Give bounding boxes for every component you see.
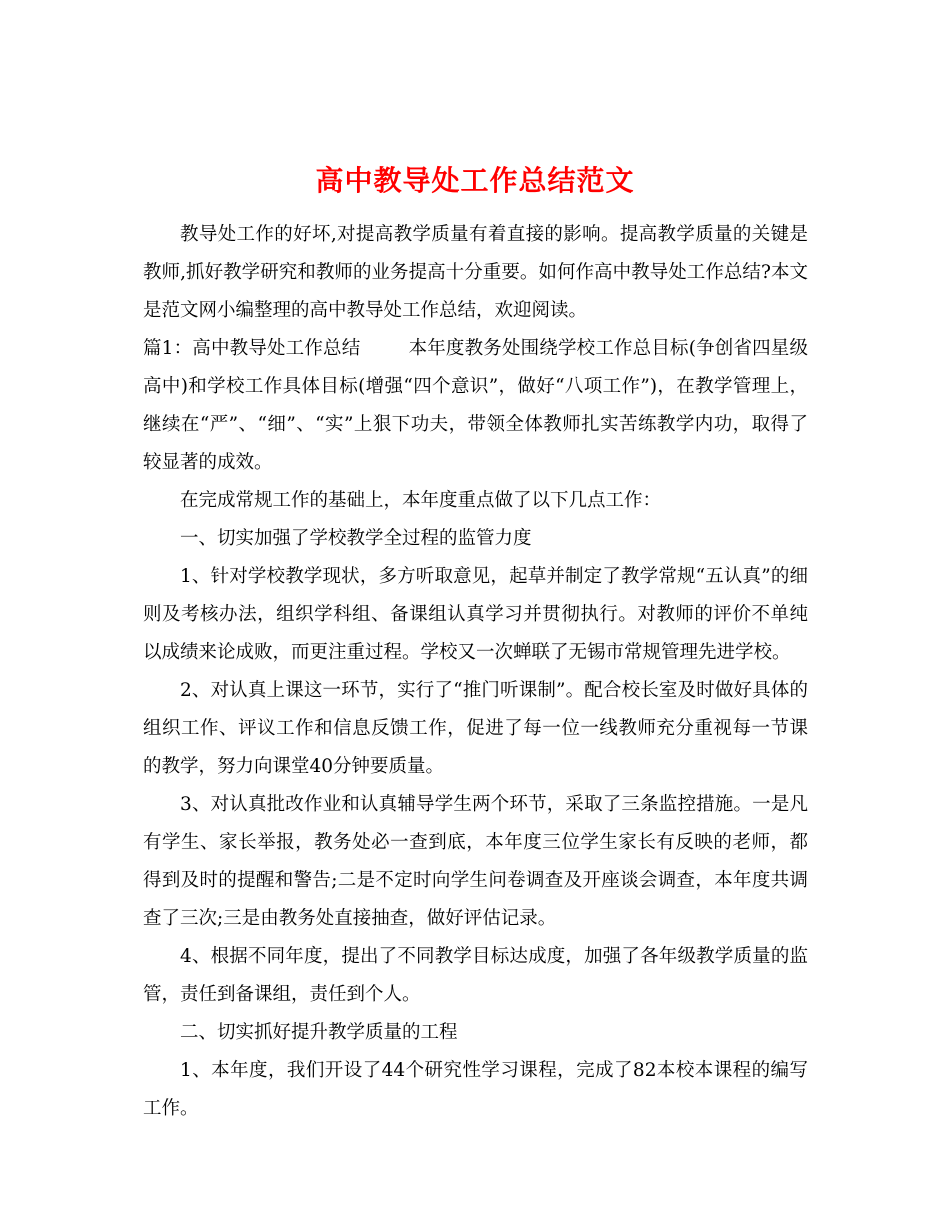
document-body [143,216,808,1128]
section-heading: 二、切实抓好提升教学质量的工程 [180,1022,458,1043]
body-paragraph: 1、针对学校教学现状，多方听取意见，起草并制定了教学常规“五认真”的细则及考核办法，组织学科组、备课组认真学习并贯彻执行。对教师的评价不单纯以成绩来论成败，而更注重过程。学校又一次蝉联了无锡市常规管理先进学校。 [143,566,808,663]
body-paragraph: 3、对认真批改作业和认真辅导学生两个环节，采取了三条监控措施。一是凡有学生、家长举报，教务处必一查到底，本年度三位学生家长有反映的老师，都得到及时的提醒和警告;二是不定时向学生问卷调查及开座谈会调查，本年度共调查了三次;三是由教务处直接抽查，做好评估记录。 [143,794,808,929]
body-paragraph: 2、对认真上课这一环节，实行了“推门听课制”。配合校长室及时做好具体的组织工作、评议工作和信息反馈工作，促进了每一位一线教师充分重视每一节课的教学，努力向课堂40分钟要质量。 [143,680,808,777]
chapter-opening: 本年度教务处围绕学校工作总目标(争创省四星级高中)和学校工作具体目标(增强“四个意识”，做好“八项工作”)，在教学管理上，继续在“严”、“细”、“实”上狠下功夫，带领全体教师扎实苦练教学内功，取得了较显著的成效。 [143,338,808,473]
body-paragraph: 1、本年度，我们开设了44个研究性学习课程，完成了82本校本课程的编写工作。 [143,1060,808,1119]
document-title: 高中教导处工作总结范文 [315,163,635,197]
body-paragraph: 4、根据不同年度，提出了不同教学目标达成度，加强了各年级教学质量的监管，责任到备课组，责任到个人。 [143,946,808,1005]
chapter-label: 篇1：高中教导处工作总结 [143,338,361,359]
chapter-paragraph [143,330,808,482]
section-heading: 一、切实加强了学校教学全过程的监管力度 [180,528,532,549]
intro-paragraph: 教导处工作的好坏,对提高教学质量有着直接的影响。提高教学质量的关键是教师,抓好教学研究和教师的业务提高十分重要。如何作高中教导处工作总结?本文是范文网小编整理的高中教导处工作总结，欢迎阅读。 [143,224,808,321]
body-paragraph: 在完成常规工作的基础上，本年度重点做了以下几点工作： [180,490,662,511]
